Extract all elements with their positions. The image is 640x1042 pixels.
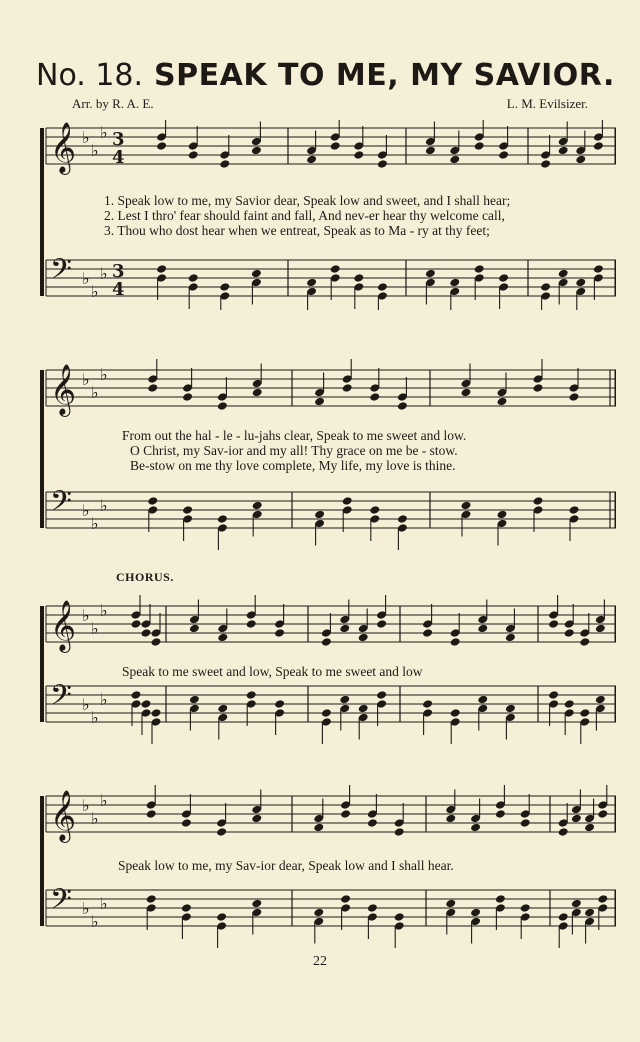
chord xyxy=(314,373,325,407)
note-head xyxy=(540,159,551,169)
note-head xyxy=(367,903,378,913)
note-head xyxy=(497,510,508,520)
system-bracket xyxy=(40,796,44,926)
flat-icon: ♭ xyxy=(100,123,108,142)
note-head xyxy=(377,159,388,169)
chord xyxy=(141,699,152,735)
chord xyxy=(274,604,285,638)
treble-clef-icon: 𝄞 xyxy=(50,790,77,841)
chord xyxy=(246,595,257,629)
chord xyxy=(306,278,317,310)
chord xyxy=(377,135,388,169)
note-head xyxy=(342,383,353,393)
flat-icon: ♭ xyxy=(91,383,99,402)
note-head xyxy=(461,501,472,511)
time-signature-bottom: 4 xyxy=(112,147,125,168)
chord xyxy=(593,120,604,151)
chord xyxy=(151,613,162,647)
note-head xyxy=(358,704,369,714)
note-head xyxy=(313,823,324,833)
treble-staff xyxy=(46,120,616,175)
flat-icon: ♭ xyxy=(91,619,99,638)
chord xyxy=(376,690,387,726)
chord xyxy=(219,135,230,169)
note-head xyxy=(425,146,436,156)
note-head xyxy=(579,637,590,647)
chord xyxy=(425,122,436,156)
note-head xyxy=(189,695,200,705)
treble-staff xyxy=(46,785,616,843)
chord xyxy=(474,264,485,300)
note-head xyxy=(146,809,157,819)
note-head xyxy=(584,823,595,833)
note-head xyxy=(422,699,433,709)
flat-icon: ♭ xyxy=(91,708,99,727)
chord xyxy=(189,600,200,634)
note-head xyxy=(394,827,405,837)
chord xyxy=(369,368,380,402)
verse-cont-line-1: From out the hal - le - lu-jahs clear, Speak to me sweet and low. xyxy=(122,428,467,443)
note-head xyxy=(181,818,192,828)
note-head xyxy=(219,159,230,169)
note-head xyxy=(151,708,162,718)
note-head xyxy=(141,699,152,709)
chord xyxy=(593,264,604,300)
chord xyxy=(579,708,590,744)
flat-icon: ♭ xyxy=(100,601,108,620)
chord xyxy=(498,273,509,309)
time-signature-top: 3 xyxy=(112,261,125,282)
flat-icon: ♭ xyxy=(91,912,99,931)
note-head xyxy=(520,903,531,913)
chord xyxy=(377,282,388,310)
note-head xyxy=(449,155,460,165)
treble-clef-icon: 𝄞 xyxy=(50,122,77,173)
note-head xyxy=(470,823,481,833)
chord xyxy=(422,604,433,638)
note-head xyxy=(188,150,199,160)
chord xyxy=(474,120,485,151)
flat-icon: ♭ xyxy=(91,514,99,533)
note-head xyxy=(558,146,569,156)
note-head xyxy=(306,278,317,288)
note-head xyxy=(520,818,531,828)
verse-lyrics-cont xyxy=(122,428,466,473)
chord xyxy=(246,690,257,726)
note-head xyxy=(569,392,580,402)
chord xyxy=(548,595,559,629)
note-head xyxy=(182,392,193,402)
note-head xyxy=(597,894,608,904)
note-head xyxy=(313,908,324,918)
chord xyxy=(597,894,608,930)
chord xyxy=(188,273,199,309)
chord xyxy=(358,609,369,643)
chord xyxy=(477,600,488,634)
note-head xyxy=(450,637,461,647)
flat-icon: ♭ xyxy=(91,282,99,301)
verse-line-3: 3. Thou who dost hear when we entreat, Speak as to Ma - ry at thy feet; xyxy=(104,223,490,238)
chord xyxy=(147,359,158,393)
note-head xyxy=(342,496,353,506)
chord xyxy=(495,894,506,930)
note-head xyxy=(251,146,262,156)
note-head xyxy=(369,505,380,515)
time-signature-top: 3 xyxy=(112,129,125,150)
chord xyxy=(540,135,551,169)
bass-clef-icon: 𝄢 xyxy=(50,253,72,293)
bass-clef-icon: 𝄢 xyxy=(50,485,72,525)
note-head xyxy=(575,155,586,165)
note-head xyxy=(548,690,559,700)
note-head xyxy=(564,699,575,709)
chord xyxy=(369,505,380,541)
flat-icon: ♭ xyxy=(100,894,108,913)
hymn-number: No. 18. xyxy=(36,58,144,93)
chord xyxy=(548,690,559,726)
chord xyxy=(306,131,317,165)
bass-clef-icon: 𝄢 xyxy=(50,883,72,923)
treble-clef-icon: 𝄞 xyxy=(50,600,77,651)
note-head xyxy=(314,510,325,520)
note-head xyxy=(156,264,167,274)
chord xyxy=(251,790,262,824)
note-head xyxy=(189,624,200,634)
note-head xyxy=(498,150,509,160)
note-head xyxy=(340,894,351,904)
page-number: 22 xyxy=(313,954,327,969)
chord xyxy=(217,514,228,550)
chord xyxy=(461,364,472,398)
chord xyxy=(520,794,531,828)
note-head xyxy=(593,141,604,151)
system-bracket xyxy=(40,606,44,722)
flat-icon: ♭ xyxy=(91,141,99,160)
chord xyxy=(450,708,461,744)
flat-icon: ♭ xyxy=(82,501,90,520)
chord xyxy=(131,595,142,629)
note-head xyxy=(182,505,193,515)
flat-icon: ♭ xyxy=(100,496,108,515)
note-head xyxy=(461,388,472,398)
note-head xyxy=(216,912,227,922)
flat-icon: ♭ xyxy=(82,269,90,288)
note-head xyxy=(497,397,508,407)
chord xyxy=(595,600,606,634)
chord xyxy=(449,131,460,165)
note-head xyxy=(422,628,433,638)
chord xyxy=(564,604,575,638)
chord xyxy=(141,604,152,638)
note-head xyxy=(376,690,387,700)
note-head xyxy=(595,695,606,705)
note-head xyxy=(470,908,481,918)
hymn-title-text: SPEAK TO ME, MY SAVIOR. xyxy=(154,58,615,93)
note-head xyxy=(156,141,167,151)
note-head xyxy=(217,401,228,411)
note-head xyxy=(252,501,263,511)
note-head xyxy=(252,388,263,398)
note-head xyxy=(131,619,142,629)
note-head xyxy=(353,273,364,283)
note-head xyxy=(498,273,509,283)
note-head xyxy=(597,809,608,819)
chord xyxy=(252,364,263,398)
verse-cont-line-3: Be-stow on me thy love complete, My life, my love is thine. xyxy=(130,458,456,473)
note-head xyxy=(595,624,606,634)
chorus-label: CHORUS. xyxy=(116,570,174,584)
note-head xyxy=(147,496,158,506)
flat-icon: ♭ xyxy=(100,365,108,384)
chord xyxy=(217,609,228,643)
note-head xyxy=(579,708,590,718)
note-head xyxy=(558,269,569,279)
chord xyxy=(353,273,364,309)
chord xyxy=(216,912,227,948)
note-head xyxy=(495,894,506,904)
flat-icon: ♭ xyxy=(100,264,108,283)
chord xyxy=(394,803,405,837)
note-head xyxy=(571,899,582,909)
note-head xyxy=(474,141,485,151)
chord xyxy=(313,799,324,833)
note-head xyxy=(339,695,350,705)
chord xyxy=(569,505,580,541)
chord xyxy=(571,790,582,824)
note-head xyxy=(330,264,341,274)
note-head xyxy=(358,633,369,643)
note-head xyxy=(146,894,157,904)
chord xyxy=(131,690,142,726)
note-head xyxy=(181,903,192,913)
chord xyxy=(216,803,227,837)
note-head xyxy=(450,708,461,718)
chord xyxy=(397,377,408,411)
flat-icon: ♭ xyxy=(100,791,108,810)
chorus-lyrics-2 xyxy=(118,858,454,873)
arranger-credit: Arr. by R. A. E. xyxy=(72,96,154,111)
note-head xyxy=(367,818,378,828)
note-head xyxy=(569,505,580,515)
note-head xyxy=(558,912,569,922)
chord xyxy=(505,609,516,643)
note-head xyxy=(321,637,332,647)
chord xyxy=(520,903,531,939)
treble-staff xyxy=(46,595,616,653)
note-head xyxy=(540,282,551,292)
chord xyxy=(575,278,586,310)
chord xyxy=(339,600,350,634)
note-head xyxy=(188,273,199,283)
note-head xyxy=(246,690,257,700)
bass-staff xyxy=(46,253,616,310)
note-head xyxy=(147,383,158,393)
chord xyxy=(533,359,544,393)
flat-icon: ♭ xyxy=(91,809,99,828)
bass-clef-icon: 𝄢 xyxy=(50,679,72,719)
note-head xyxy=(474,264,485,274)
chord xyxy=(498,126,509,160)
chord xyxy=(219,282,230,310)
note-head xyxy=(251,814,262,824)
chord xyxy=(156,264,167,300)
chord xyxy=(330,264,341,300)
chord xyxy=(274,699,285,735)
chord xyxy=(497,373,508,407)
note-head xyxy=(216,827,227,837)
note-head xyxy=(353,150,364,160)
note-head xyxy=(564,628,575,638)
note-head xyxy=(558,827,569,837)
note-head xyxy=(251,899,262,909)
note-head xyxy=(377,282,388,292)
note-head xyxy=(533,383,544,393)
chord xyxy=(558,912,569,948)
note-head xyxy=(217,514,228,524)
treble-clef-icon: 𝄞 xyxy=(50,364,77,415)
note-head xyxy=(593,264,604,274)
hymn-title xyxy=(36,58,616,93)
bass-staff xyxy=(46,485,616,550)
flat-icon: ♭ xyxy=(82,370,90,389)
chord xyxy=(321,708,332,744)
flat-icon: ♭ xyxy=(82,606,90,625)
note-head xyxy=(274,699,285,709)
chord xyxy=(367,903,378,939)
note-head xyxy=(219,282,230,292)
chord xyxy=(330,120,341,151)
note-head xyxy=(340,809,351,819)
chord xyxy=(422,699,433,735)
note-head xyxy=(330,141,341,151)
chord xyxy=(217,377,228,411)
bass-staff xyxy=(46,679,616,744)
note-head xyxy=(477,695,488,705)
flat-icon: ♭ xyxy=(82,128,90,147)
chord xyxy=(495,785,506,819)
chorus-line-2: Speak low to me, my Sav-ior dear, Speak low and I shall hear. xyxy=(118,858,454,873)
treble-staff xyxy=(46,359,616,417)
chord xyxy=(342,496,353,532)
chord xyxy=(449,278,460,310)
note-head xyxy=(217,633,228,643)
composer-credit: L. M. Evilsizer. xyxy=(506,96,588,111)
chord xyxy=(340,785,351,819)
note-head xyxy=(548,619,559,629)
note-head xyxy=(339,624,350,634)
note-head xyxy=(314,397,325,407)
note-head xyxy=(217,704,228,714)
chord xyxy=(569,368,580,402)
note-head xyxy=(321,708,332,718)
chord xyxy=(342,359,353,393)
note-head xyxy=(477,624,488,634)
chord xyxy=(445,790,456,824)
chord xyxy=(188,126,199,160)
system-bracket xyxy=(40,370,44,528)
chord xyxy=(353,126,364,160)
chord xyxy=(151,708,162,744)
chord xyxy=(340,894,351,930)
note-head xyxy=(495,809,506,819)
chord xyxy=(181,794,192,828)
chord xyxy=(558,803,569,837)
note-head xyxy=(449,278,460,288)
chord xyxy=(376,595,387,629)
note-head xyxy=(397,401,408,411)
flat-icon: ♭ xyxy=(100,690,108,709)
chord xyxy=(564,699,575,735)
note-head xyxy=(376,619,387,629)
system-bracket xyxy=(40,128,44,296)
chord xyxy=(394,912,405,948)
note-head xyxy=(397,514,408,524)
note-head xyxy=(251,269,262,279)
note-head xyxy=(141,628,152,638)
note-head xyxy=(369,392,380,402)
note-head xyxy=(445,814,456,824)
chord xyxy=(182,368,193,402)
verse-cont-line-2: O Christ, my Sav-ior and my all! Thy grace on me be - stow. xyxy=(130,443,458,458)
note-head xyxy=(584,908,595,918)
note-head xyxy=(394,912,405,922)
flat-icon: ♭ xyxy=(82,796,90,815)
verse-lyrics xyxy=(104,193,510,238)
chorus-lyrics-1 xyxy=(122,664,423,679)
chord xyxy=(182,505,193,541)
chorus-line-1: Speak to me sweet and low, Speak to me sweet and low xyxy=(122,664,423,679)
flat-icon: ♭ xyxy=(82,899,90,918)
note-head xyxy=(306,155,317,165)
chord xyxy=(575,131,586,165)
chord xyxy=(146,894,157,930)
chord xyxy=(321,613,332,647)
chord xyxy=(147,496,158,532)
verse-line-1: 1. Speak low to me, my Savior dear, Speak low and sweet, and I shall hear; xyxy=(104,193,511,208)
note-head xyxy=(246,619,257,629)
flat-icon: ♭ xyxy=(82,695,90,714)
note-head xyxy=(131,690,142,700)
chord xyxy=(540,282,551,310)
chord xyxy=(181,903,192,939)
chord xyxy=(584,799,595,833)
note-head xyxy=(274,628,285,638)
chord xyxy=(450,613,461,647)
note-head xyxy=(425,269,436,279)
note-head xyxy=(445,899,456,909)
note-head xyxy=(505,704,516,714)
chord xyxy=(146,785,157,819)
bass-staff xyxy=(46,883,616,948)
chord xyxy=(579,613,590,647)
chord xyxy=(558,122,569,156)
chord xyxy=(251,122,262,156)
chord xyxy=(597,785,608,819)
chord xyxy=(156,120,167,151)
verse-line-2: 2. Lest I thro' fear should faint and fall, And nev-er hear thy welcome call, xyxy=(104,208,505,223)
chord xyxy=(397,514,408,550)
chord xyxy=(367,794,378,828)
note-head xyxy=(151,637,162,647)
note-head xyxy=(575,278,586,288)
note-head xyxy=(533,496,544,506)
note-head xyxy=(571,814,582,824)
chord xyxy=(470,799,481,833)
note-head xyxy=(505,633,516,643)
time-signature-bottom: 4 xyxy=(112,279,125,300)
chord xyxy=(533,496,544,532)
